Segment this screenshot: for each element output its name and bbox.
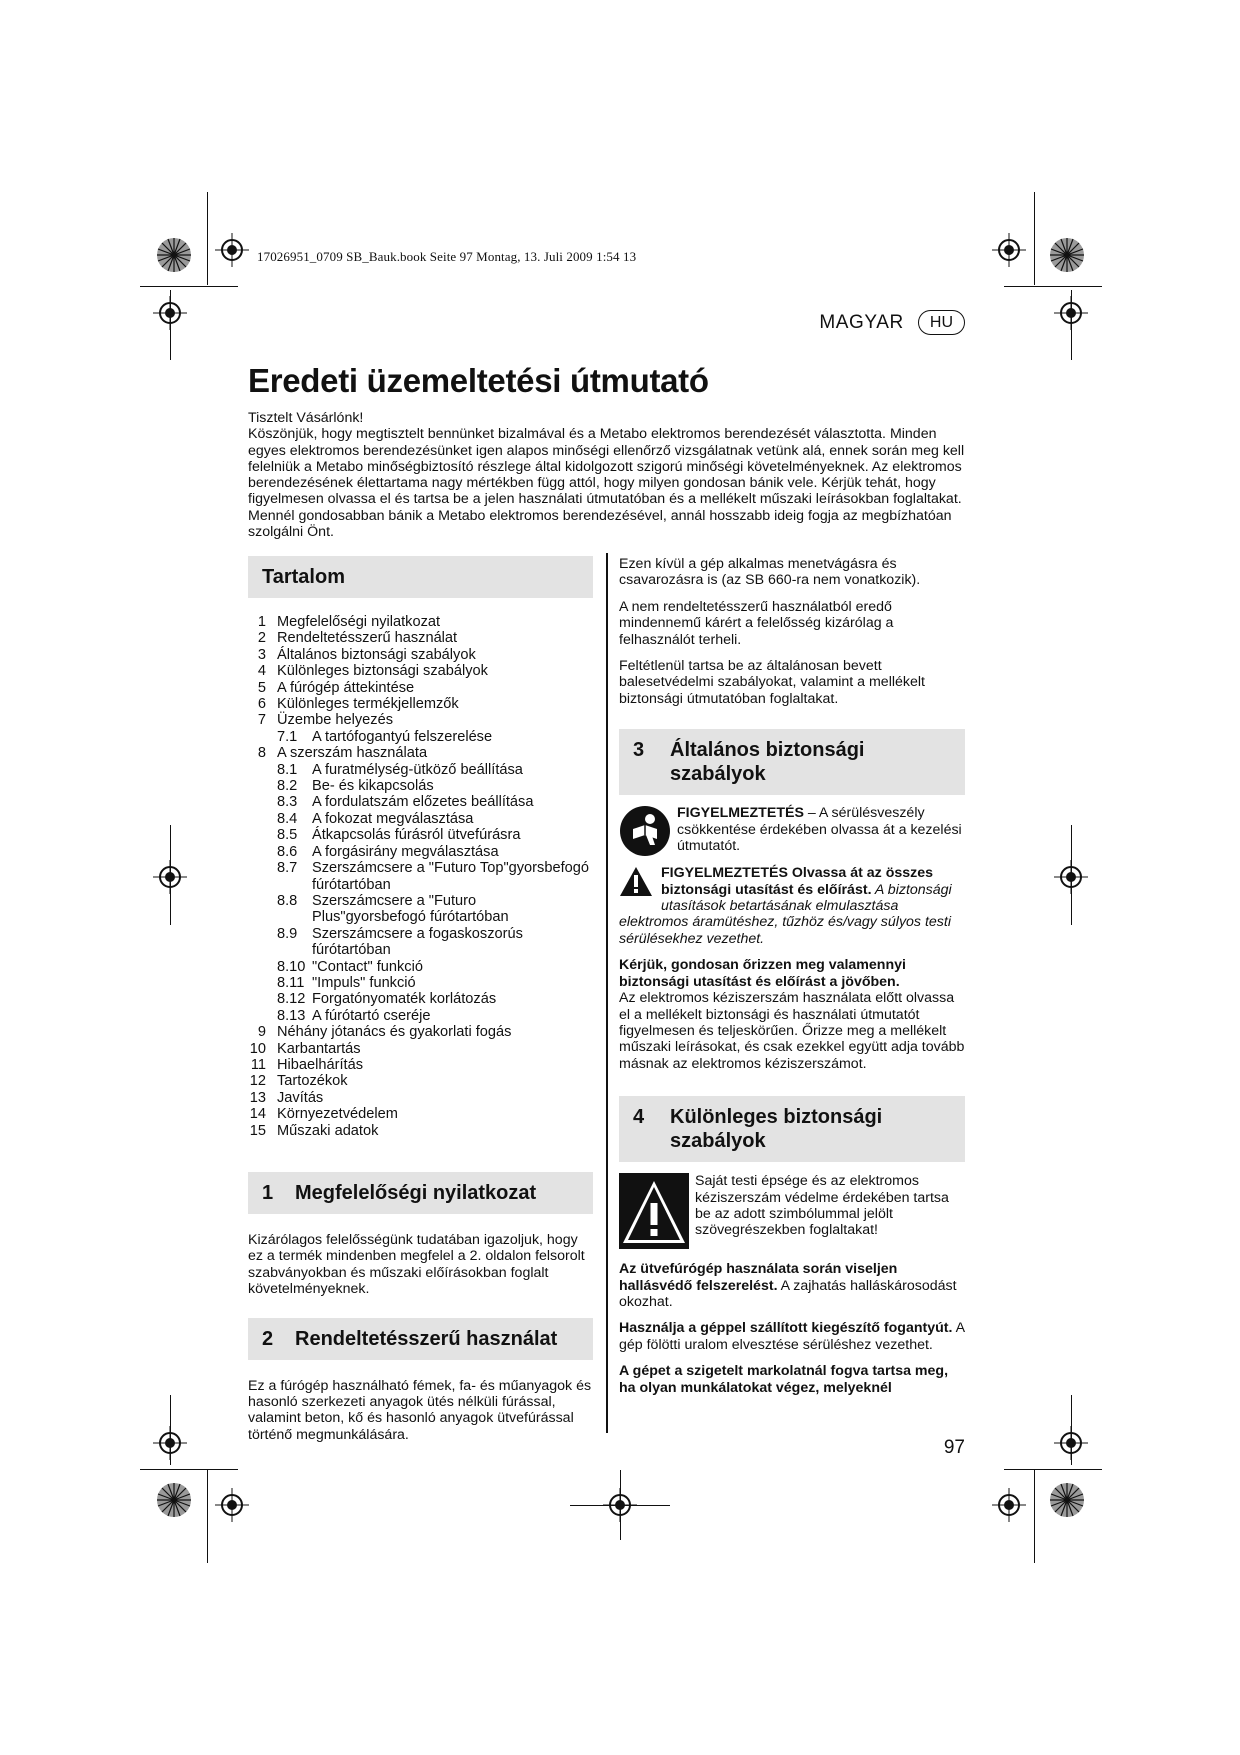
section-1-heading <box>248 1172 593 1214</box>
toc-label: Javítás <box>277 1089 324 1106</box>
toc-item <box>248 1073 593 1089</box>
toc-item <box>248 1041 593 1057</box>
toc-label: A fokozat megválasztása <box>312 810 474 827</box>
toc-item <box>248 1024 593 1040</box>
keep-instructions-paragraph <box>619 957 965 1072</box>
page-number: 97 <box>943 1437 965 1458</box>
toc-label: Műszaki adatok <box>277 1122 379 1139</box>
toc-number: 7.1 <box>277 728 298 745</box>
warning-body: – A sérülésveszély csökkentése érdekében olvassa át a kezelési útmutatót. <box>677 805 962 855</box>
page-title: Eredeti üzemeltetési útmutató <box>248 362 709 399</box>
toc-label: "Impuls" funkció <box>312 974 416 991</box>
toc-number: 8 <box>257 745 266 762</box>
toc-number: 8.4 <box>277 810 298 827</box>
toc-subitem <box>248 1008 593 1024</box>
toc-label: A fúrótartó cseréje <box>312 1007 431 1024</box>
paragraph <box>619 1261 965 1310</box>
crop-mark <box>1004 286 1102 287</box>
bold-lead: Az ütvefúrógép használata során viseljen hallásvédő felszerelést. <box>619 1261 898 1294</box>
toc-subitem <box>248 794 593 810</box>
section-title: Különleges biztonsági szabályok <box>670 1106 883 1153</box>
paragraph-body: Az elektromos kéziszerszám használata előtt olvassa el a mellékelt biztonsági és használati útmutatót figyelmesen és teljeskörűen. Őrizze meg a mellékelt műszaki leírásokat, és csak ezekkel együtt adja tovább másnak az elektromos kéziszerszámot. <box>619 990 965 1072</box>
safety-warning <box>619 865 965 947</box>
toc-number: 10 <box>249 1040 266 1057</box>
left-column <box>248 556 593 1453</box>
paragraph: Ezen kívül a gép alkalmas menetvágásra és csavarozásra is (az SB 660-ra nem vonatkozik). <box>619 556 921 589</box>
toc-label: Szerszámcsere a "Futuro Plus"gyorsbefogó fúrótartóban <box>312 892 509 926</box>
toc-number: 8.1 <box>277 761 298 778</box>
section-number: 1 <box>262 1182 274 1204</box>
crop-mark <box>1034 192 1035 285</box>
toc-heading-text: Tartalom <box>262 566 345 588</box>
toc-label: Különleges termékjellemzők <box>277 696 459 713</box>
starburst-target-icon <box>156 237 192 273</box>
registration-target-icon <box>992 1488 1026 1522</box>
toc-item <box>248 1057 593 1073</box>
toc-subitem <box>248 778 593 794</box>
toc-number: 11 <box>250 1056 266 1073</box>
read-manual-icon <box>619 805 671 857</box>
registration-target-icon <box>992 233 1026 267</box>
special-safety-warning <box>619 1173 965 1249</box>
paragraph <box>619 1320 965 1353</box>
toc-subitem <box>248 729 593 745</box>
crop-mark <box>1034 1470 1035 1563</box>
registration-target-icon <box>1054 860 1088 894</box>
section-number: 3 <box>633 739 645 762</box>
toc-label: Tartozékok <box>277 1073 348 1090</box>
toc-subitem <box>248 926 593 959</box>
toc-heading <box>248 556 593 598</box>
toc-item <box>248 696 593 712</box>
toc-number: 3 <box>257 646 266 663</box>
toc-subitem <box>248 811 593 827</box>
bold-lead: Használja a géppel szállított kiegészítő fogantyút. <box>619 1320 953 1337</box>
toc-subitem <box>248 991 593 1007</box>
starburst-target-icon <box>1049 237 1085 273</box>
paragraph-body: A gép fölötti uralom elvesztése sérüléshez vezethet. <box>619 1320 965 1353</box>
right-column <box>619 556 965 1406</box>
registration-target-icon <box>215 1488 249 1522</box>
toc-label: Szerszámcsere a "Futuro Top"gyorsbefogó fúrótartóban <box>312 860 589 893</box>
toc-number: 12 <box>249 1073 266 1090</box>
toc-label: A fordulatszám előzetes beállítása <box>312 794 534 811</box>
bold-lead: A gépet a szigetelt markolatnál fogva tartsa meg, ha olyan munkálatokat végez, melyeknél <box>619 1363 949 1396</box>
toc-label: A szerszám használata <box>277 745 428 762</box>
bold-lead: Kérjük, gondosan őrizzen meg valamennyi biztonsági utasítást és előírást a jövőben. <box>619 957 906 990</box>
toc-number: 8.5 <box>277 827 298 844</box>
section-number: 4 <box>633 1106 645 1129</box>
intro-text <box>248 410 968 540</box>
toc-label: Üzembe helyezés <box>277 712 393 729</box>
section-3-heading <box>619 729 965 795</box>
warning-text <box>677 805 965 857</box>
section-title: Rendeltetésszerű használat <box>295 1327 558 1350</box>
toc-label: Karbantartás <box>277 1040 361 1057</box>
toc-number: 8.10 <box>277 958 306 975</box>
toc-number: 15 <box>249 1122 266 1139</box>
crop-mark <box>207 192 208 285</box>
read-manual-warning <box>619 805 965 857</box>
toc-label: Forgatónyomaték korlátozás <box>312 991 497 1008</box>
toc-number: 6 <box>257 696 266 713</box>
toc-number: 8.11 <box>277 974 305 991</box>
toc-number: 8.3 <box>277 794 298 811</box>
toc-item <box>248 680 593 696</box>
toc-number: 2 <box>257 630 266 647</box>
toc-label: Hibaelhárítás <box>277 1056 363 1073</box>
language-header <box>819 310 965 335</box>
crop-mark <box>207 1470 208 1563</box>
registration-target-icon <box>1054 1426 1088 1460</box>
toc-number: 13 <box>249 1089 266 1106</box>
toc-subitem <box>248 860 593 893</box>
intro-body: Köszönjük, hogy megtisztelt bennünket bizalmával és a Metabo elektromos berendezését választotta. Minden egyes elektromos berendezésünket igen alapos minőségi ellenőrző vizsgálatnak vetünk alá, ennek során meg kell felelniük a Metabo minőségbiztosító részlege által kidolgozott szigorú minőségi követelményeknek. Az elektromos berendezésének élettartama nagy mértékben függ attól, hogy milyen gondosan bánik vele. Kérjük tehát, hogy figyelmesen olvassa el és tartsa be a jelen használati útmutatóban és a mellékelt műszaki leírásokban foglaltakat. Mennél gondosabban bánik a Metabo elektromos berendezésével, annál hosszabb ideig fogja az megbízhatóan szolgálni Önt. <box>248 426 965 541</box>
toc-item <box>248 1123 593 1139</box>
toc-label: A forgásirány megválasztása <box>312 843 499 860</box>
toc-subitem <box>248 959 593 975</box>
section-2-body: Ez a fúrógép használható fémek, fa- és műanyagok és hasonló szerkezeti anyagok ütés nélküli fúrással, valamint beton, kő és hasonló anyagok ütvefúrással történő megmunkálására. <box>248 1377 592 1443</box>
warning-text: Saját testi épsége és az elektromos kéziszerszám védelme érdekében tartsa be az adott szimbólummal jelölt szövegrészekben foglaltakat! <box>695 1173 949 1239</box>
language-badge: HU <box>918 310 965 335</box>
toc-item <box>248 663 593 679</box>
registration-target-icon <box>1054 296 1088 330</box>
warning-paragraph <box>619 865 965 947</box>
crop-mark <box>140 286 238 287</box>
toc-label: Általános biztonsági szabályok <box>277 646 476 663</box>
toc-number: 8.8 <box>277 892 298 909</box>
toc-subitem <box>248 827 593 843</box>
toc-subitem <box>248 844 593 860</box>
toc-number: 9 <box>257 1024 266 1041</box>
toc-label: Környezetvédelem <box>277 1106 398 1123</box>
toc-item <box>248 614 593 630</box>
paragraph-body: A zajhatás halláskárosodást okozhat. <box>619 1277 957 1310</box>
registration-target-icon <box>603 1488 637 1522</box>
paragraph: Feltétlenül tartsa be az általánosan bevett balesetvédelmi szabályokat, valamint a mellékelt biztonsági útmutatóban foglaltakat. <box>619 658 925 707</box>
toc-label: Átkapcsolás fúrásról ütvefúrásra <box>312 827 521 844</box>
toc-item <box>248 1106 593 1122</box>
section-title: Általános biztonsági szabályok <box>670 739 865 786</box>
starburst-target-icon <box>156 1482 192 1518</box>
paragraph <box>619 1363 965 1396</box>
toc-label: A fúrógép áttekintése <box>277 679 415 696</box>
toc-label: Különleges biztonsági szabályok <box>277 663 488 680</box>
toc-number: 8.2 <box>277 778 298 795</box>
toc-item <box>248 745 593 761</box>
toc-number: 1 <box>257 614 266 630</box>
registration-target-icon <box>153 1426 187 1460</box>
toc-label: Be- és kikapcsolás <box>312 778 434 795</box>
warning-sign-icon <box>619 1173 689 1249</box>
warning-label: FIGYELMEZTETÉS <box>677 805 804 822</box>
toc-number: 8.13 <box>277 1007 306 1024</box>
toc-label: A furatmélység-ütköző beállítása <box>312 761 523 778</box>
crop-mark <box>140 1469 238 1470</box>
toc-item <box>248 630 593 646</box>
toc-number: 8.12 <box>277 991 306 1008</box>
paragraph: A nem rendeltetésszerű használatból eredő mindennemű kárért a felelősség kizárólag a felhasználót terheli. <box>619 598 894 648</box>
section-4-heading <box>619 1096 965 1162</box>
toc-subitem <box>248 975 593 991</box>
starburst-target-icon <box>1049 1482 1085 1518</box>
toc-item <box>248 712 593 728</box>
toc-label: Rendeltetésszerű használat <box>277 630 458 647</box>
toc-number: 4 <box>257 663 266 680</box>
language-label: MAGYAR <box>819 311 904 333</box>
toc-label: Megfelelőségi nyilatkozat <box>277 614 441 630</box>
table-of-contents <box>248 614 593 1139</box>
column-divider <box>606 553 608 1433</box>
toc-number: 8.6 <box>277 843 298 860</box>
toc-subitem <box>248 762 593 778</box>
toc-number: 8.7 <box>277 860 298 877</box>
warning-body: A biztonsági utasítások betartásának elmulasztása elektromos áramütéshez, tűzhöz és/vagy súlyos testi sérülésekhez vezethet. <box>619 881 952 947</box>
warning-triangle-icon <box>619 866 655 898</box>
registration-target-icon <box>153 296 187 330</box>
section-number: 2 <box>262 1327 274 1350</box>
toc-item <box>248 1090 593 1106</box>
intro-greeting: Tisztelt Vásárlónk! <box>248 410 364 426</box>
section-2-heading <box>248 1318 593 1360</box>
registration-target-icon <box>153 860 187 894</box>
crop-mark <box>1004 1469 1102 1470</box>
toc-number: 7 <box>257 712 266 729</box>
toc-label: Szerszámcsere a fogaskoszorús fúrótartóban <box>312 925 523 959</box>
toc-label: Néhány jótanács és gyakorlati fogás <box>277 1024 512 1041</box>
toc-subitem <box>248 893 593 926</box>
toc-number: 8.9 <box>277 925 298 942</box>
registration-target-icon <box>215 233 249 267</box>
section-1-body: Kizárólagos felelősségünk tudatában igazoljuk, hogy ez a termék mindenben megfelel a 2. oldalon felsorolt szabványokban és műszaki előírásokban foglalt követelményeknek. <box>248 1232 585 1298</box>
print-slug: 17026951_0709 SB_Bauk.book Seite 97 Montag, 13. Juli 2009 1:54 13 <box>257 249 637 264</box>
section-title: Megfelelőségi nyilatkozat <box>295 1182 537 1204</box>
toc-label: A tartófogantyú felszerelése <box>312 728 493 745</box>
warning-label: FIGYELMEZTETÉS Olvassa át az összes biztonsági utasítást és előírást. <box>661 865 934 898</box>
toc-number: 5 <box>257 679 266 696</box>
toc-item <box>248 647 593 663</box>
toc-label: "Contact" funkció <box>312 958 423 975</box>
toc-number: 14 <box>249 1106 266 1123</box>
